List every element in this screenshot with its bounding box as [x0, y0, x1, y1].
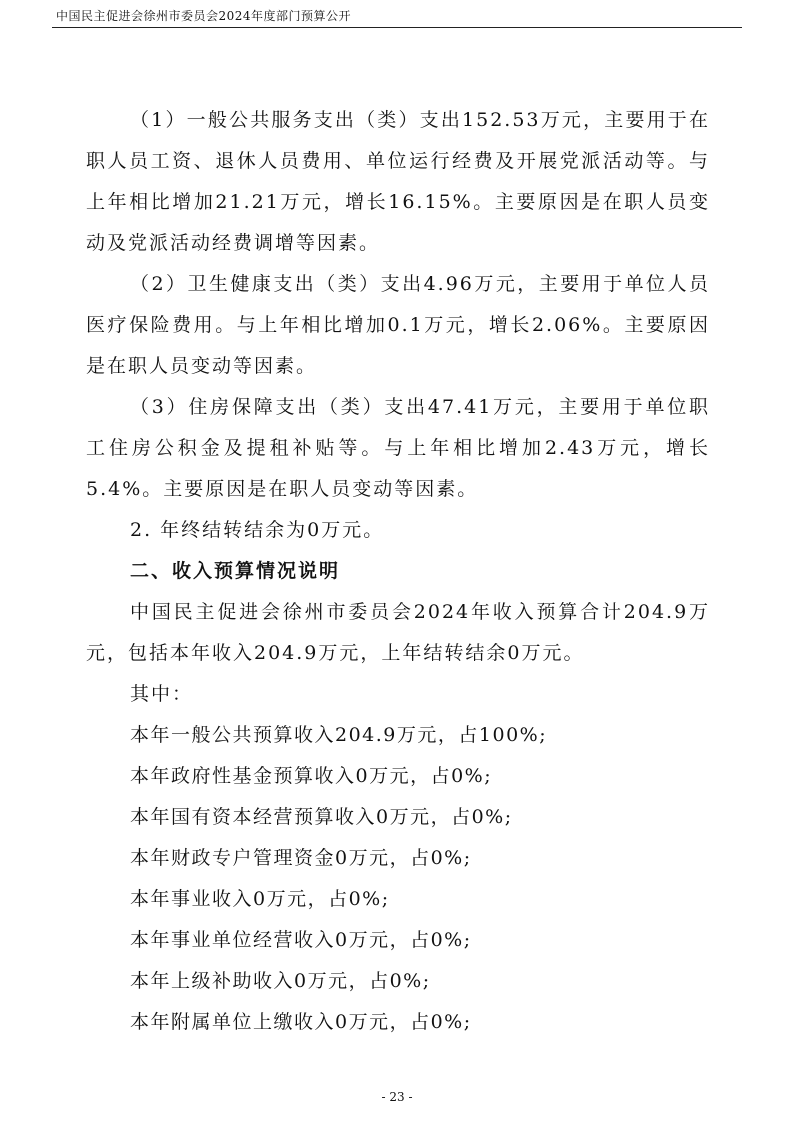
- paragraph-health-expenditure: （2）卫生健康支出（类）支出4.96万元，主要用于单位人员医疗保险费用。与上年相比增加0.1万元，增长2.06%。主要原因是在职人员变动等因素。: [86, 273, 710, 377]
- paragraph-general-public-services: （1）一般公共服务支出（类）支出152.53万元，主要用于在职人员工资、退休人员费用、单位运行经费及开展党派活动等。与上年相比增加21.21万元，增长16.15%。主要原因是在职人员变动及党派活动经费调增等因素。: [86, 109, 710, 254]
- list-item: 本年财政专户管理资金0万元，占0%;: [130, 847, 472, 869]
- document-body: [86, 100, 710, 1043]
- header-divider: [52, 27, 742, 28]
- page-number: - 23 -: [381, 1090, 413, 1104]
- list-item: 本年国有资本经营预算收入0万元，占0%;: [130, 806, 513, 828]
- list-item: 本年附属单位上缴收入0万元，占0%;: [130, 1011, 472, 1033]
- running-header: 中国民主促进会徐州市委员会2024年度部门预算公开: [56, 9, 352, 23]
- paragraph-income-total: 中国民主促进会徐州市委员会2024年收入预算合计204.9万元，包括本年收入204.9万元，上年结转结余0万元。: [86, 601, 710, 664]
- paragraph-among-which: 其中：: [130, 683, 194, 705]
- list-item: 本年上级补助收入0万元，占0%;: [130, 970, 431, 992]
- paragraph-housing-expenditure: （3）住房保障支出（类）支出47.41万元，主要用于单位职工住房公积金及提租补贴等。与上年相比增加2.43万元，增长5.4%。主要原因是在职人员变动等因素。: [86, 396, 710, 500]
- list-item: 本年一般公共预算收入204.9万元，占100%;: [130, 724, 548, 746]
- section-heading-income-budget: 二、收入预算情况说明: [130, 560, 341, 582]
- paragraph-year-end-balance: 2. 年终结转结余为0万元。: [130, 519, 385, 541]
- list-item: 本年事业单位经营收入0万元，占0%;: [130, 929, 472, 951]
- list-item: 本年事业收入0万元，占0%;: [130, 888, 390, 910]
- list-item: 本年政府性基金预算收入0万元，占0%;: [130, 765, 493, 787]
